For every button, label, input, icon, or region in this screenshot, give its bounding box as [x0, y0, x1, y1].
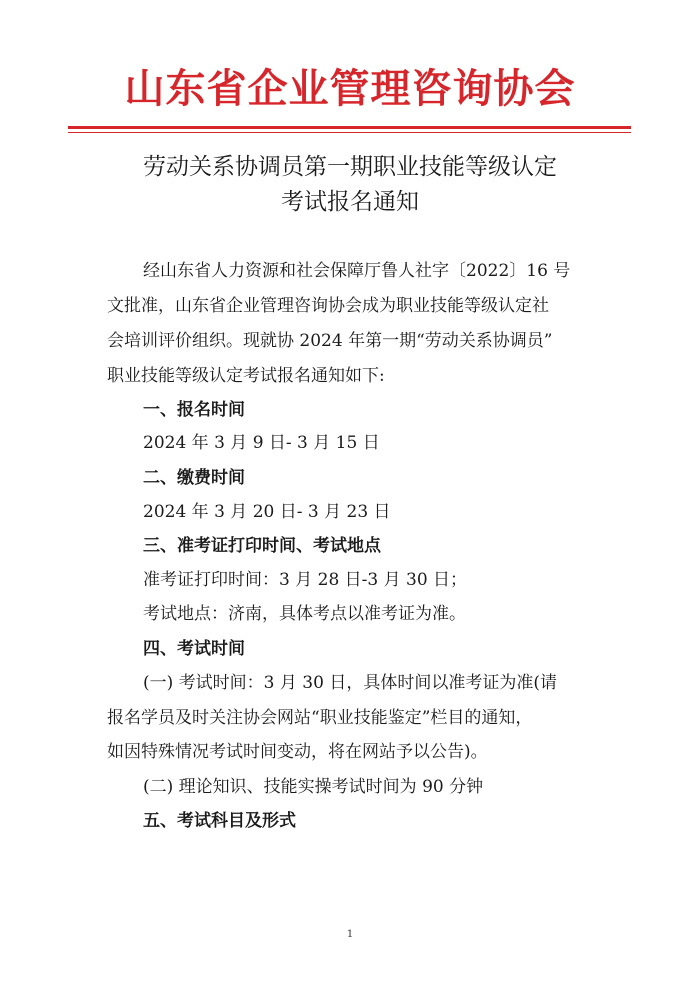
- section-3-heading: 三、准考证打印时间、考试地点: [143, 536, 381, 556]
- section-4-item-1-line-1: (一) 考试时间：3 月 30 日，具体时间以准考证为准(请: [143, 673, 557, 693]
- section-3-text-2: 考试地点：济南，具体考点以准考证为准。: [143, 604, 466, 624]
- section-2-text: 2024 年 3 月 20 日- 3 月 23 日: [143, 502, 391, 522]
- section-4-item-1-line-3: 如因特殊情况考试时间变动，将在网站予以公告)。: [107, 742, 488, 762]
- section-4-item-1-line-2: 报名学员及时关注协会网站“职业技能鉴定”栏目的通知，: [107, 708, 533, 728]
- intro-line-3: 会培训评价组织。现就协 2024 年第一期“劳动关系协调员”: [107, 331, 553, 351]
- section-1-heading: 一、报名时间: [143, 400, 245, 420]
- letterhead-rule-thin: [68, 132, 631, 133]
- section-4-heading: 四、考试时间: [143, 639, 245, 659]
- section-1-text: 2024 年 3 月 9 日- 3 月 15 日: [143, 433, 380, 453]
- document-title-line-1: 劳动关系协调员第一期职业技能等级认定: [143, 154, 557, 180]
- intro-line-1: 经山东省人力资源和社会保障厅鲁人社字〔2022〕16 号: [143, 261, 571, 281]
- document-title-line-2: 考试报名通知: [281, 189, 419, 215]
- section-5-heading: 五、考试科目及形式: [143, 811, 296, 831]
- page-number: 1: [346, 929, 354, 940]
- intro-line-4: 职业技能等级认定考试报名通知如下:: [107, 366, 385, 386]
- intro-line-2: 文批准，山东省企业管理咨询协会成为职业技能等级认定社: [107, 296, 549, 316]
- letterhead-rule-thick: [68, 126, 631, 129]
- letterhead-title: 山东省企业管理咨询协会: [124, 65, 576, 112]
- section-4-item-2: (二) 理论知识、技能实操考试时间为 90 分钟: [143, 777, 484, 797]
- section-2-heading: 二、缴费时间: [143, 468, 245, 488]
- section-3-text-1: 准考证打印时间：3 月 28 日-3 月 30 日；: [143, 570, 468, 590]
